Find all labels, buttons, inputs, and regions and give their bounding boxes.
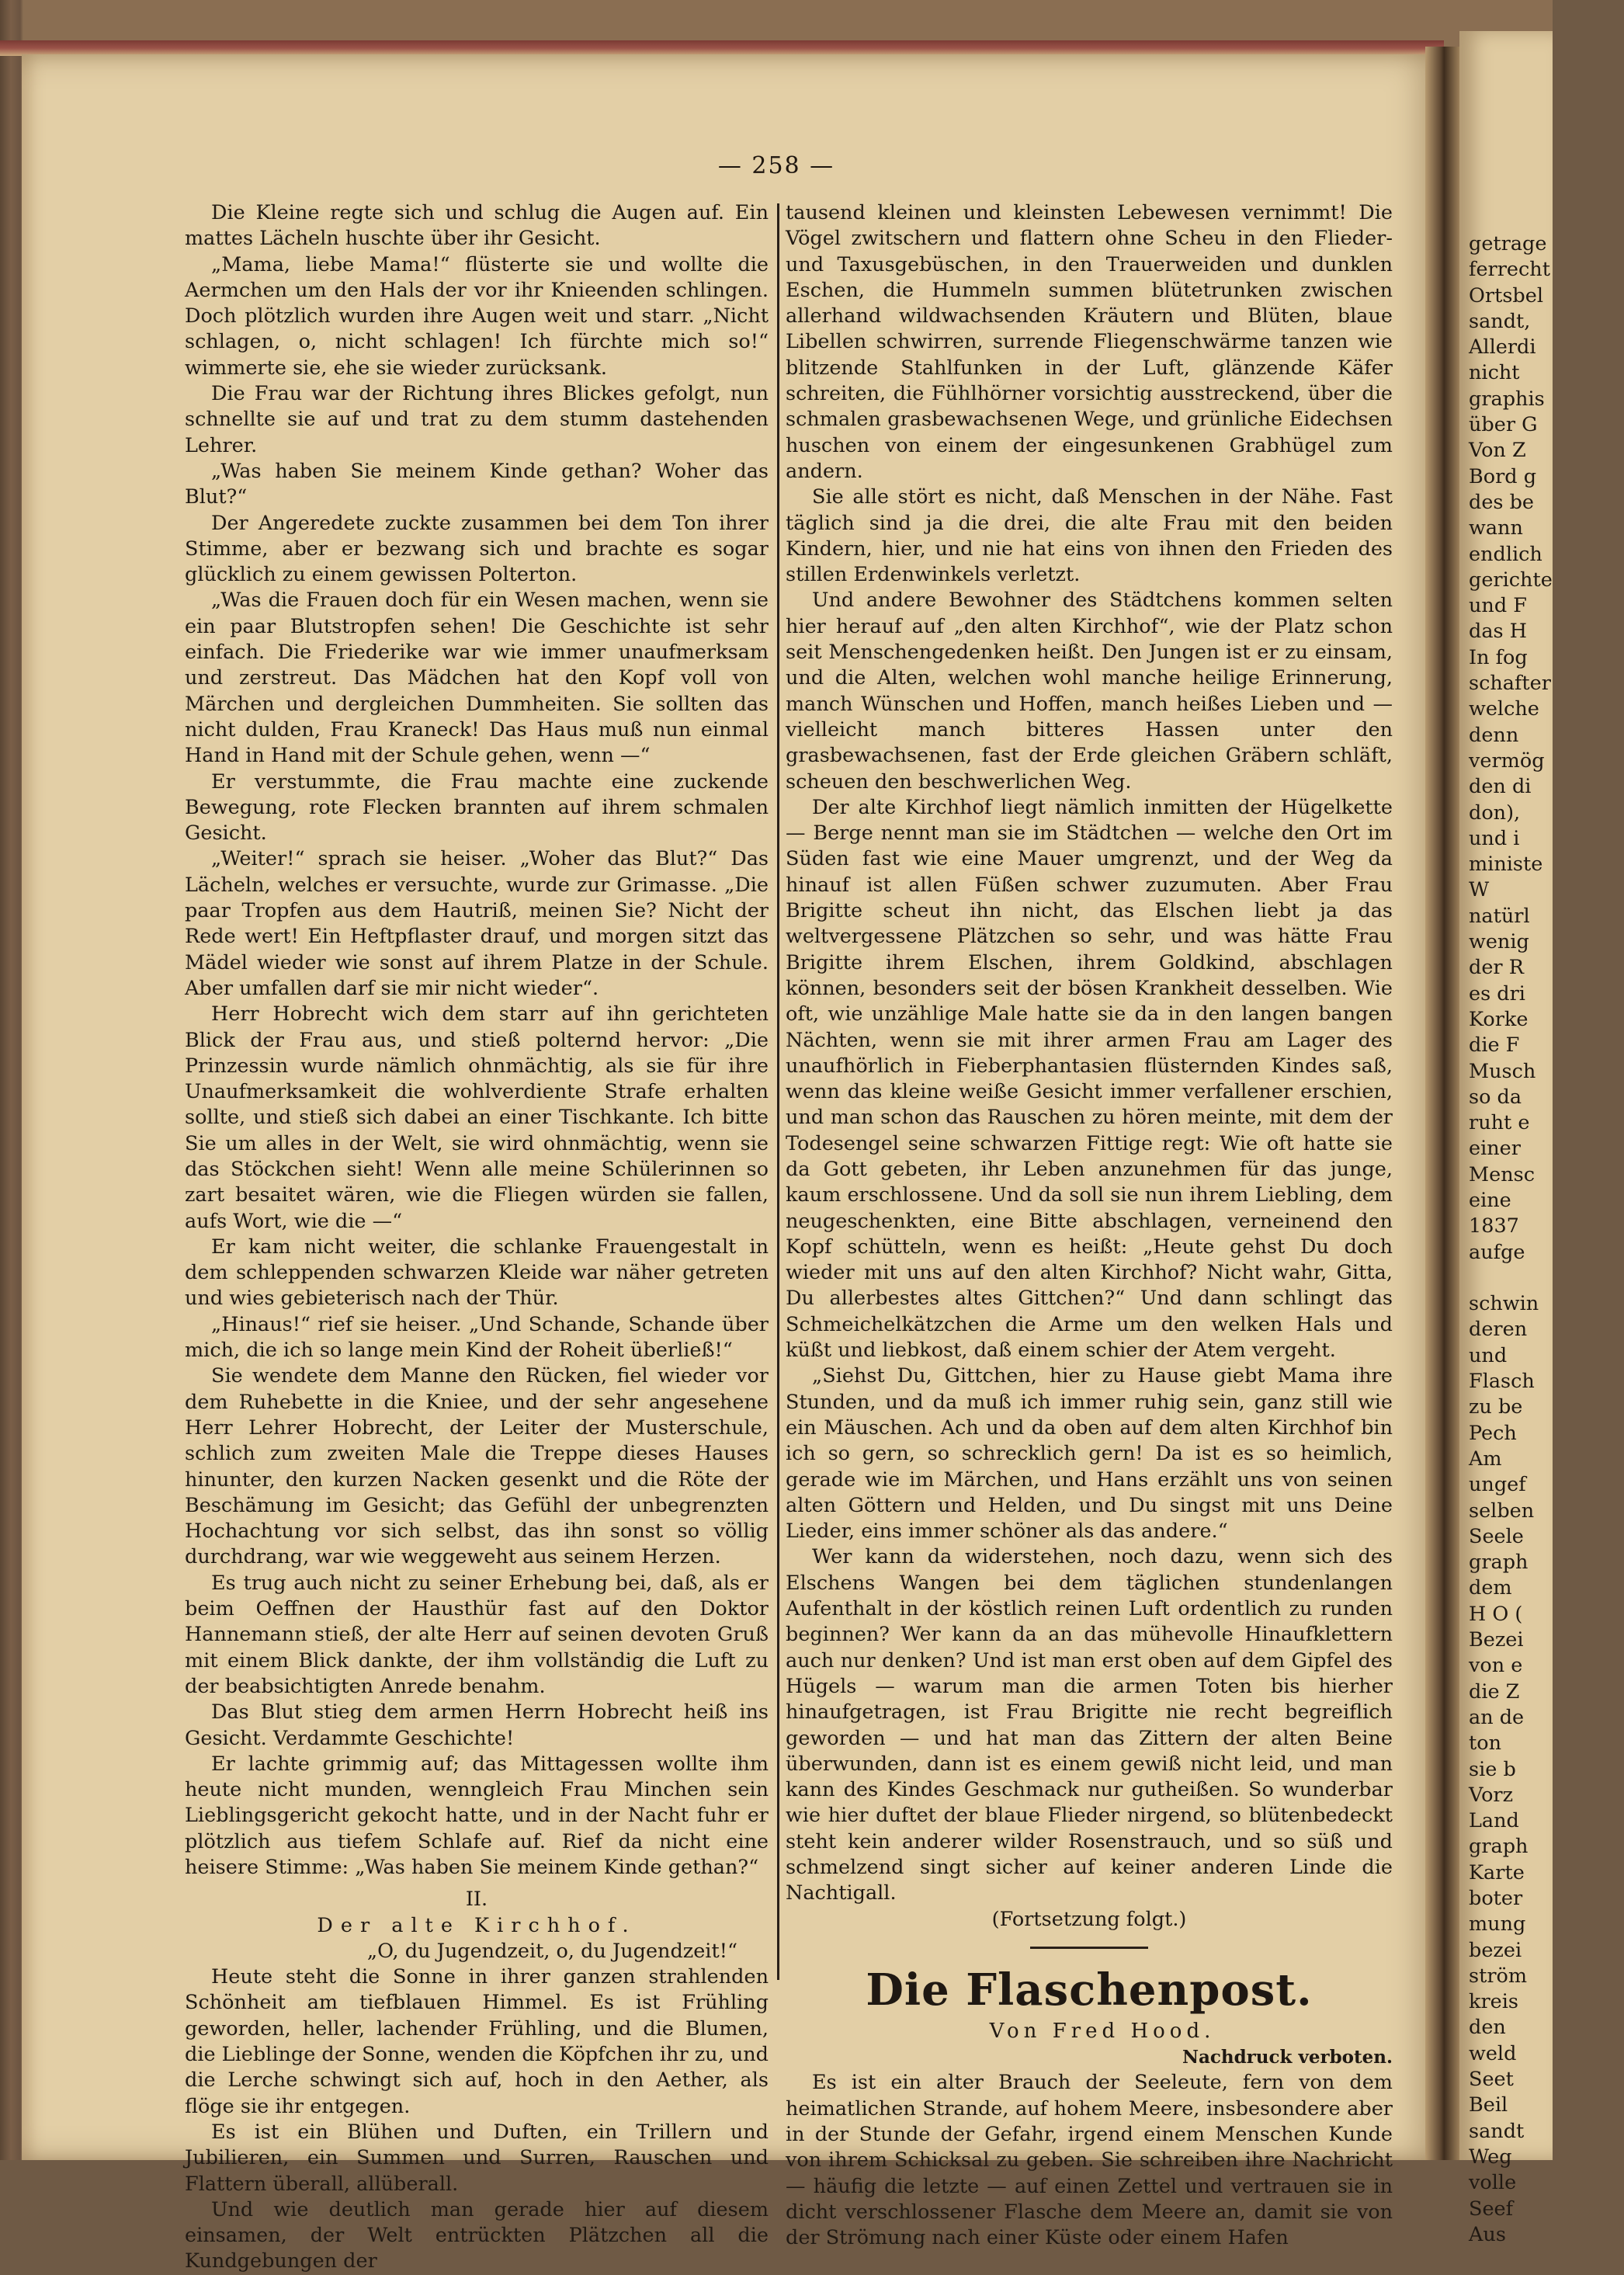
paragraph: Die Kleine regte sich und schlug die Augen auf. Ein mattes Lächeln huschte über ihr Gesicht.	[185, 201, 769, 251]
reprint-note: Nachdruck verboten.	[1182, 2047, 1393, 2068]
paragraph: Sie wendete dem Manne den Rücken, fiel wieder vor dem Ruhebette in die Kniee, und der sehr angesehene Herr Lehrer Hobrecht, der Leiter der Musterschule, schlich zum zweiten Male die Treppe dieses Hauses hinunter, den kurzen Nacken gesenkt und die Röte der Beschämung im Gesicht; das Gefühl der unbegrenzten Hochachtung vor sich selbst, das ihn sonst so völlig durchdrang, war wie weggeweht aus seinem Herzen.	[185, 1364, 769, 1569]
right-page-line: schafter	[1469, 672, 1551, 696]
right-page-line: Vorz	[1469, 1783, 1514, 1807]
right-page-line: getrage	[1469, 232, 1547, 255]
right-page-line: endlich	[1469, 542, 1542, 566]
right-page-line: die F	[1469, 1033, 1520, 1058]
page-number: — 258 —	[717, 152, 835, 179]
right-page-fragments	[1469, 231, 1624, 2248]
right-page-line: Flasch	[1469, 1370, 1535, 1394]
section-motto: „O, du Jugendzeit, o, du Jugendzeit!“	[366, 1939, 737, 1963]
paragraph: Und wie deutlich man gerade hier auf diesem einsamen, der Welt entrückten Plätzchen all die Kundgebungen der	[185, 2197, 769, 2273]
paragraph: Der alte Kirchhof liegt nämlich inmitten der Hügelkette — Berge nennt man sie im Städtchen — welche den Ort im Süden fast wie eine Mauer umgrenzt, und der Weg da hinauf ist allen Füßen schwer zuzumuten. Aber Frau Brigitte scheut ihn nicht, das Elschen liebt ja das weltvergessene Plätzchen so sehr, und was hätte Frau Brigitte ihrem Elschen, ihrem Goldkind, abschlagen können, besonders seit der bösen Krankheit desselben. Wie oft, wie unzählige Male hatte sie da in den langen bangen Nächten, wenn sie mit ihrer armen Frau am Lager des unaufhörlich in Fieberphantasien flüsternden Kindes saß, wenn das kleine weiße Gesicht immer verfallener erschien, und man schon das Rauschen zu hören meinte, mit dem der Todesengel seine schwarzen Fittige regt: Wie oft hatte sie da Gott gebeten, ihr Leben anzunehmen für das junge, kaum erschlossene. Und da soll sie nun ihrem Liebling, dem neugeschenkten, eine Bitte abschlagen, verneinend den Kopf schütteln, wenn es heißt: „Heute gehst Du doch wieder mit uns auf den alten Kirchhof? Nicht wahr, Gitta, Du allerbestes altes Gittchen?“ Und dann schlingt das Schmeichelkätzchen die Arme um den welken Hals und küßt und liebkost, daß einem schier der Atem vergeht.	[786, 795, 1393, 1363]
right-page-line: graph	[1469, 1835, 1529, 1859]
right-page-line: weld	[1469, 2041, 1517, 2065]
paragraph: tausend kleinen und kleinsten Lebewesen vernimmt! Die Vögel zwitschern und flattern ohne Scheu in den Flieder- und Taxusgebüschen, in den Trauerweiden und dunklen Eschen, die Hummeln summen blütetrunken zwischen allerhand wildwachsenden Kräutern und Blüten, blaue Libellen schwirren, surrende Fliegenschwärme tanzen wie blitzende Stahlfunken in der Luft, glänzende Käfer schreiten, die Fühlhörner vorsichtig ausstreckend, über die schmalen grasbewachsenen Wege, und grünliche Eidechsen huschen von einem der eingesunkenen Grabhügel zum andern.	[786, 201, 1393, 483]
right-page-line: und	[1469, 1343, 1508, 1367]
continued-note: (Fortsetzung folgt.)	[991, 1907, 1187, 1931]
article-byline: Von Fred Hood.	[989, 2019, 1216, 2043]
paragraph: „Was die Frauen doch für ein Wesen machen, wenn sie ein paar Blutstropfen sehen! Die Geschichte ist sehr einfach. Die Friederike war wie immer unaufmerksam und zerstreut. Das Mädchen hat den Kopf voll von Märchen und dergleichen Dummheiten. Sie sollten das nicht dulden, Frau Kraneck! Das Haus muß nun einmal Hand in Hand mit der Schule gehen, wenn —“	[185, 589, 769, 768]
right-page-line: don),	[1469, 801, 1521, 825]
right-page-line: Musch	[1469, 1059, 1536, 1083]
right-page-line: Weg	[1469, 2145, 1512, 2169]
right-page-line: wenig	[1469, 930, 1529, 954]
right-page-line: das H	[1469, 620, 1527, 644]
right-page-line: und i	[1469, 826, 1520, 850]
paragraph: „Was haben Sie meinem Kinde gethan? Woher das Blut?“	[185, 459, 769, 509]
paragraph: Die Frau war der Richtung ihres Blickes gefolgt, nun schnellte sie auf und trat zu dem stumm dastehenden Lehrer.	[185, 382, 769, 457]
right-page-line: den di	[1469, 775, 1532, 799]
page-top-edge	[0, 40, 1444, 56]
right-page-line: bezei	[1469, 1938, 1522, 1962]
right-page-line: schwin	[1469, 1292, 1539, 1316]
article-title: Die Flaschenpost.	[866, 1964, 1313, 2016]
right-page-line: Bord g	[1469, 464, 1537, 488]
right-page-line: wann	[1469, 516, 1523, 540]
right-page-line: nicht	[1469, 361, 1520, 385]
right-page-line: Karte	[1469, 1860, 1525, 1884]
paragraph: Es trug auch nicht zu seiner Erhebung bei, daß, als er beim Oeffnen der Hausthür fast auf den Doktor Hannemann stieß, der alte Herr auf seinen devoten Gruß mit einem Blick dankte, der ihm vollständig die Luft zu der beabsichtigten Anrede benahm.	[185, 1571, 769, 1698]
right-page-line: und F	[1469, 594, 1527, 618]
right-page-line: sandt	[1469, 2119, 1525, 2143]
paragraph: „Hinaus!“ rief sie heiser. „Und Schande, Schande über mich, die ich so lange mein Kind der Roheit überließ!“	[185, 1312, 769, 1363]
right-page-line: so da	[1469, 1085, 1522, 1109]
right-page-line: graph	[1469, 1551, 1529, 1575]
right-page-line: Allerdi	[1469, 335, 1536, 359]
column-1	[185, 200, 769, 2275]
right-page-line: ström	[1469, 1964, 1528, 1988]
right-page-line: sandt,	[1469, 309, 1531, 333]
right-page-line: selben	[1469, 1499, 1535, 1523]
right-page-line: mung	[1469, 1912, 1526, 1936]
paragraph: Sie alle stört es nicht, daß Menschen in der Nähe. Fast täglich sind ja die drei, die alte Frau mit den beiden Kindern, hier, und nie hat eins von ihnen den Frieden des stillen Erdenwinkels verletzt.	[786, 485, 1393, 587]
right-page-line: ungef	[1469, 1473, 1526, 1497]
right-page-line: Von Z	[1469, 439, 1526, 463]
article-divider	[1030, 1947, 1148, 1949]
right-page-line: Bezei	[1469, 1628, 1524, 1652]
section-number: II.	[465, 1888, 488, 1912]
right-page-line: Ortsbel	[1469, 283, 1543, 307]
paragraph: Es ist ein alter Brauch der Seeleute, fern von dem heimatlichen Strande, auf hohem Meere, insbesondere aber in der Stunde der Gefahr, irgend einem Menschen Kunde von ihrem Schicksal zu geben. Sie schreiben ihre Nachricht — häufig die letzte — auf einen Zettel und vertrauen sie in dicht verschlossener Flasche dem Meere an, damit sie von der Strömung nach einer Küste oder einem Hafen	[786, 2071, 1393, 2250]
paragraph: „Siehst Du, Gittchen, hier zu Hause giebt Mama ihre Stunden, und da muß ich immer ruhig sein, ganz still wie ein Mäuschen. Ach und da oben auf dem alten Kirchhof bin ich so gern, so schrecklich gern! Da ist es so heimlich, gerade wie im Märchen, und Hans erzählt uns von seinen alten Göttern und Helden, und Du singst mit uns Deine Lieder, eins immer schöner als das andere.“	[786, 1364, 1393, 1544]
right-page-line: Aus	[1469, 2222, 1506, 2246]
right-page-line: ferrecht	[1469, 258, 1550, 282]
right-page-line: W	[1469, 878, 1490, 902]
right-page-line: ton	[1469, 1731, 1502, 1756]
paragraph: Das Blut stieg dem armen Herrn Hobrecht heiß ins Gesicht. Verdammte Geschichte!	[185, 1700, 769, 1750]
right-page-line: H O (	[1469, 1602, 1523, 1626]
paragraph: „Mama, liebe Mama!“ flüsterte sie und wollte die Aermchen um den Hals der vor ihr Knieenden schlingen. Doch plötzlich wurden ihre Augen weit und starr. „Nicht schlagen, o, nicht schlagen! Ich fürchte mich so!“ wimmerte sie, ehe sie wieder zurücksank.	[185, 252, 769, 380]
paragraph: Der Angeredete zuckte zusammen bei dem Ton ihrer Stimme, aber er bezwang sich und brachte es sogar glücklich zu einem gewissen Polterton.	[185, 511, 769, 587]
right-page-line: In fog	[1469, 645, 1528, 669]
right-page-line: ministe	[1469, 853, 1543, 877]
right-page-line	[1469, 1266, 1624, 1291]
right-page-line: zu be	[1469, 1395, 1523, 1419]
right-page-line: boter	[1469, 1887, 1523, 1910]
right-page-line: eine	[1469, 1188, 1511, 1212]
right-page-line: Beil	[1469, 2093, 1508, 2117]
paragraph: Es ist ein Blühen und Duften, ein Trillern und Jubilieren, ein Summen und Surren, Rauschen und Flattern überall, allüberall.	[185, 2120, 769, 2196]
right-page	[1459, 31, 1553, 2246]
right-page-line: Seef	[1469, 2197, 1514, 2221]
right-page-line: Mensc	[1469, 1162, 1535, 1186]
right-page-line: Seet	[1469, 2068, 1514, 2092]
paragraph: Er verstummte, die Frau machte eine zuckende Bewegung, rote Flecken brannten auf ihrem schmalen Gesicht.	[185, 769, 769, 846]
paragraph: Herr Hobrecht wich dem starr auf ihn gerichteten Blick der Frau aus, und stieß polternd hervor: „Die Prinzessin wurde nämlich ohnmächtig, als sie für ihre Unaufmerksamkeit die wohlverdiente Strafe erhalten sollte, und stieß sich dabei an einer Tischkante. Ich bitte Sie um alles in der Welt, sie wird ohnmächtig, wenn sie das Stöckchen sieht! Wenn alle meine Schülerinnen so zart besaitet wären, wie die Fliegen würden sie fallen, aufs Wort, wie die —“	[185, 1002, 769, 1233]
right-page-line: kreis	[1469, 1990, 1518, 2014]
column-2	[786, 200, 1393, 2252]
book-gutter	[1425, 47, 1459, 2160]
right-page-line: der R	[1469, 956, 1524, 980]
right-page-line: ruht e	[1469, 1111, 1530, 1135]
right-page-line: an de	[1469, 1705, 1525, 1729]
right-page-line: des be	[1469, 490, 1535, 514]
paragraph: Wer kann da widerstehen, noch dazu, wenn sich des Elschens Wangen bei dem täglichen stundenlangen Aufenthalt in der köstlich reinen Luft ordentlich zu runden beginnen? Wer kann da an das mühevolle Hinaufklettern auch nur denken? Und ist man erst oben auf dem Gipfel des Hügels — warum man die armen Toten bis hierher hinaufgetragen, ist Frau Brigitte nie recht begreiflich geworden — und hat man das Zittern der alten Beine überwunden, dann ist es einem gewiß nicht leid, und man kann des Kindes Geschmack nur gutheißen. So wunderbar wie hier duftet der blaue Flieder nirgend, so blütenbedeckt steht kein anderer wilder Rosenstrauch, und so süß und schmelzend singt sicher auf keiner anderen Linde die Nachtigall.	[786, 1545, 1393, 1905]
right-page-line: Pech	[1469, 1421, 1517, 1445]
right-page-line: dem	[1469, 1576, 1512, 1600]
paragraph: Und andere Bewohner des Städtchens kommen selten hier herauf auf „den alten Kirchhof“, wie der Platz schon seit Menschengedenken heißt. Den Jungen ist er zu einsam, und die Alten, welchen wohl manche heilige Erinnerung, manch Wünschen und Hoffen, manch heißes Lieben und — vielleicht manch bitteres Hassen unter den grasbewachsenen, fast der Erde gleichen Gräbern schläft, scheuen den beschwerlichen Weg.	[786, 589, 1393, 794]
right-page-line: über G	[1469, 413, 1538, 437]
right-page-line: Land	[1469, 1809, 1519, 1833]
right-page-line: natürl	[1469, 904, 1530, 928]
right-page-line: welche	[1469, 697, 1539, 721]
right-page-line: aufge	[1469, 1240, 1525, 1264]
right-page-line: graphis	[1469, 387, 1545, 411]
right-page-line: Korke	[1469, 1007, 1529, 1031]
section-title: Der alte Kirchhof.	[317, 1913, 637, 1937]
paragraph: „Weiter!“ sprach sie heiser. „Woher das Blut?“ Das Lächeln, welches er versuchte, wurde zur Grimasse. „Die paar Tropfen aus dem Hautriß, meinen Sie? Nicht der Rede wert! Ein Heftpflaster drauf, und morgen sitzt das Mädel wieder wie sonst auf ihrem Platze in der Schule. Aber umfallen darf sie mir nicht wieder“.	[185, 847, 769, 1000]
right-page-line: die Z	[1469, 1679, 1520, 1704]
right-page-line: sie b	[1469, 1757, 1516, 1781]
right-page-line: deren	[1469, 1318, 1528, 1342]
right-page-line: volle	[1469, 2171, 1517, 2195]
column-rule	[777, 203, 779, 1980]
paragraph: Er lachte grimmig auf; das Mittagessen wollte ihm heute nicht munden, wenngleich Frau Minchen sein Lieblingsgericht gekocht hatte, und in der Nacht fuhr er plötzlich aus tiefem Schlafe auf. Rief da nicht eine heisere Stimme: „Was haben Sie meinem Kinde gethan?“	[185, 1752, 769, 1879]
paragraph: Heute steht die Sonne in ihrer ganzen strahlenden Schönheit am tiefblauen Himmel. Es ist Frühling geworden, heller, lachender Frühling, und die Blumen, die Lieblinge der Sonne, wenden die Köpfchen ihr zu, und die Lerche schwingt sich auf, hoch in den Aether, als flöge sie ihr entgegen.	[185, 1965, 769, 2118]
right-page-line: denn	[1469, 723, 1519, 747]
right-page-line: einer	[1469, 1137, 1521, 1161]
right-page-line: es dri	[1469, 981, 1525, 1006]
paragraph: Er kam nicht weiter, die schlanke Frauengestalt in dem schleppenden schwarzen Kleide war näher getreten und wies gebieterisch nach der Thür.	[185, 1235, 769, 1311]
right-page-line: Am	[1469, 1447, 1502, 1471]
right-page-line: gerichte	[1469, 568, 1553, 592]
right-page-line: vermög	[1469, 748, 1545, 773]
right-page-line: von e	[1469, 1654, 1523, 1678]
right-page-line: 1837	[1469, 1214, 1519, 1238]
right-page-line: Seele	[1469, 1524, 1524, 1548]
right-page-line: den	[1469, 2016, 1506, 2040]
